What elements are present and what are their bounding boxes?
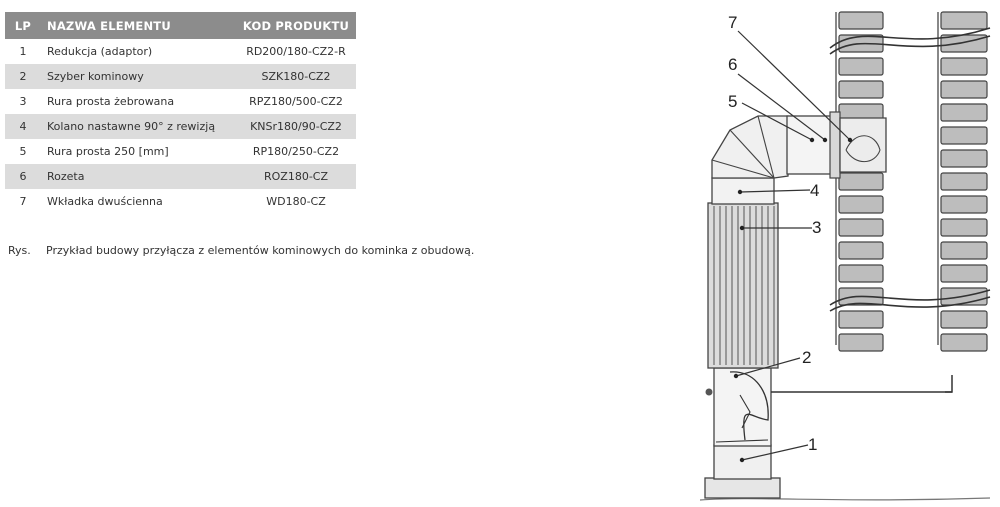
table-row (5, 189, 356, 214)
row-name: Szyber kominowy (41, 64, 236, 89)
chimney-brick (839, 242, 883, 259)
row-code: RD200/180-CZ2-R (236, 39, 356, 64)
row-code: RPZ180/500-CZ2 (236, 89, 356, 114)
callout-4: 4 (810, 181, 820, 200)
chimney-brick (839, 173, 883, 190)
row-lp: 5 (5, 139, 41, 164)
header-lp: LP (5, 12, 41, 39)
row-lp: 4 (5, 114, 41, 139)
row-name: Rura prosta 250 [mm] (41, 139, 236, 164)
row-lp: 6 (5, 164, 41, 189)
chimney-brick (839, 58, 883, 75)
row-lp: 1 (5, 39, 41, 64)
callout-5: 5 (728, 92, 738, 111)
row-name: Redukcja (adaptor) (41, 39, 236, 64)
callout-1: 1 (808, 435, 818, 454)
row-name: Rura prosta żebrowana (41, 89, 236, 114)
table-row (5, 39, 356, 64)
callout-2: 2 (802, 348, 812, 367)
callout-3: 3 (812, 218, 822, 237)
callout-6: 6 (728, 55, 738, 74)
parts-table (5, 12, 356, 214)
chimney-brick (941, 219, 987, 236)
chimney-brick (941, 265, 987, 282)
row-lp: 3 (5, 89, 41, 114)
row-code: ROZ180-CZ (236, 164, 356, 189)
row-code: KNSr180/90-CZ2 (236, 114, 356, 139)
table-row (5, 114, 356, 139)
chimney-brick (941, 12, 987, 29)
chimney-brick (839, 265, 883, 282)
damper-pipe (714, 368, 771, 446)
chimney-connection-diagram (690, 0, 1000, 507)
row-code: RP180/250-CZ2 (236, 139, 356, 164)
caption-text: Przykład budowy przyłącza z elementów kominowych do kominka z obudową. (46, 244, 475, 257)
chimney-brick (941, 334, 987, 351)
adjustable-elbow (712, 116, 788, 178)
chimney-brick (941, 104, 987, 121)
double-wall-insert (840, 118, 886, 172)
chimney-brick (839, 311, 883, 328)
row-name: Kolano nastawne 90° z rewizją (41, 114, 236, 139)
damper-knob (706, 389, 713, 396)
table-header-row (5, 12, 356, 39)
row-lp: 2 (5, 64, 41, 89)
chimney-brick (941, 173, 987, 190)
chimney-brick (839, 196, 883, 213)
row-name: Rozeta (41, 164, 236, 189)
figure-caption (8, 244, 474, 257)
table-row (5, 89, 356, 114)
row-code: SZK180-CZ2 (236, 64, 356, 89)
chimney-brick (839, 81, 883, 98)
chimney-brick (839, 12, 883, 29)
chimney-brick (941, 196, 987, 213)
header-code: KOD PRODUKTU (236, 12, 356, 39)
table-row (5, 139, 356, 164)
table-row (5, 164, 356, 189)
chimney-brick-column-left (839, 12, 883, 351)
chimney-brick (941, 242, 987, 259)
chimney-brick (941, 127, 987, 144)
chimney-brick (839, 334, 883, 351)
chimney-brick (839, 219, 883, 236)
caption-prefix: Rys. (8, 244, 31, 257)
chimney-brick (941, 311, 987, 328)
chimney-brick (941, 81, 987, 98)
reducer-base (705, 478, 780, 498)
table-row (5, 64, 356, 89)
row-lp: 7 (5, 189, 41, 214)
header-name: NAZWA ELEMENTU (41, 12, 236, 39)
callout-7: 7 (728, 13, 738, 32)
row-name: Wkładka dwuścienna (41, 189, 236, 214)
row-code: WD180-CZ (236, 189, 356, 214)
chimney-brick (941, 150, 987, 167)
chimney-brick (941, 58, 987, 75)
